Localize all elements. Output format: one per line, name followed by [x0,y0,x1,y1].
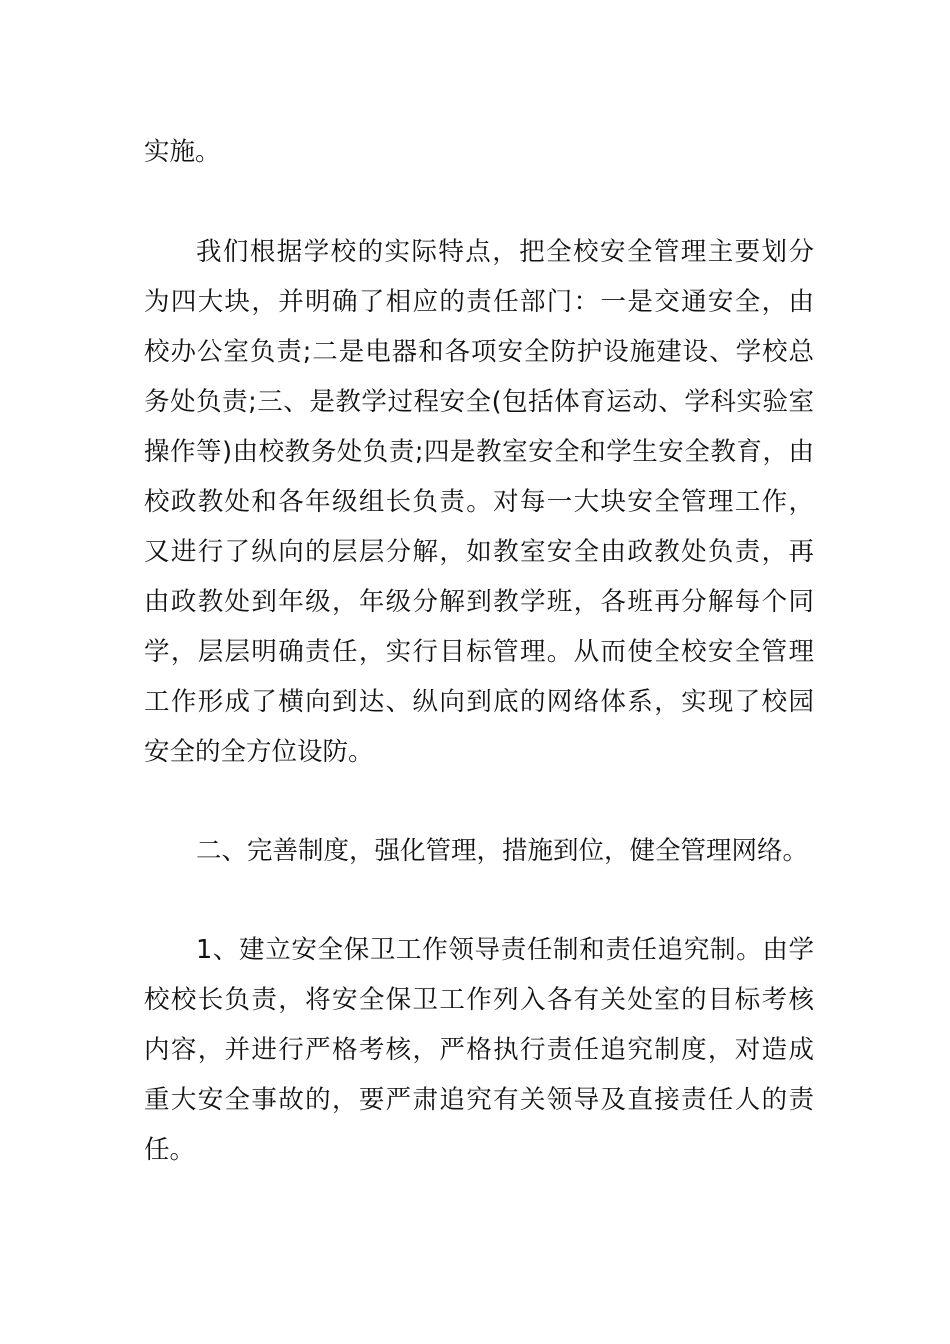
paragraph-line: 1、建立安全保卫工作领导责任制和责任追究制。由学 [196,935,814,965]
section-heading: 二、完善制度，强化管理，措施到位，健全管理网络。 [196,836,809,866]
paragraph-line: 为四大块，并明确了相应的责任部门：一是交通安全，由 [144,287,814,317]
paragraph-line: 校政教处和各年级组长负责。对每一大块安全管理工作， [144,487,814,517]
paragraph-line: 操作等)由校教务处负责;四是教室安全和学生安全教育，由 [144,437,814,467]
paragraph-line: 重大安全事故的，要严肃追究有关领导及直接责任人的责 [144,1085,814,1115]
paragraph-line: 任。 [144,1135,196,1165]
paragraph-line: 实施。 [144,137,221,167]
paragraph-line: 工作形成了横向到达、纵向到底的网络体系，实现了校园 [144,687,814,717]
paragraph-line: 由政教处到年级，年级分解到教学班，各班再分解每个同 [144,587,814,617]
paragraph-line: 我们根据学校的实际特点，把全校安全管理主要划分 [196,237,814,267]
paragraph-line: 校校长负责，将安全保卫工作列入各有关处室的目标考核 [144,985,814,1015]
paragraph-line: 内容，并进行严格考核，严格执行责任追究制度，对造成 [144,1035,814,1065]
paragraph-line: 学，层层明确责任，实行目标管理。从而使全校安全管理 [144,637,814,667]
paragraph-line: 又进行了纵向的层层分解，如教室安全由政教处负责，再 [144,537,814,567]
paragraph-line: 务处负责;三、是教学过程安全(包括体育运动、学科实验室 [144,387,814,417]
paragraph-line: 安全的全方位设防。 [144,737,374,767]
paragraph-line: 校办公室负责;二是电器和各项安全防护设施建设、学校总 [144,337,814,367]
